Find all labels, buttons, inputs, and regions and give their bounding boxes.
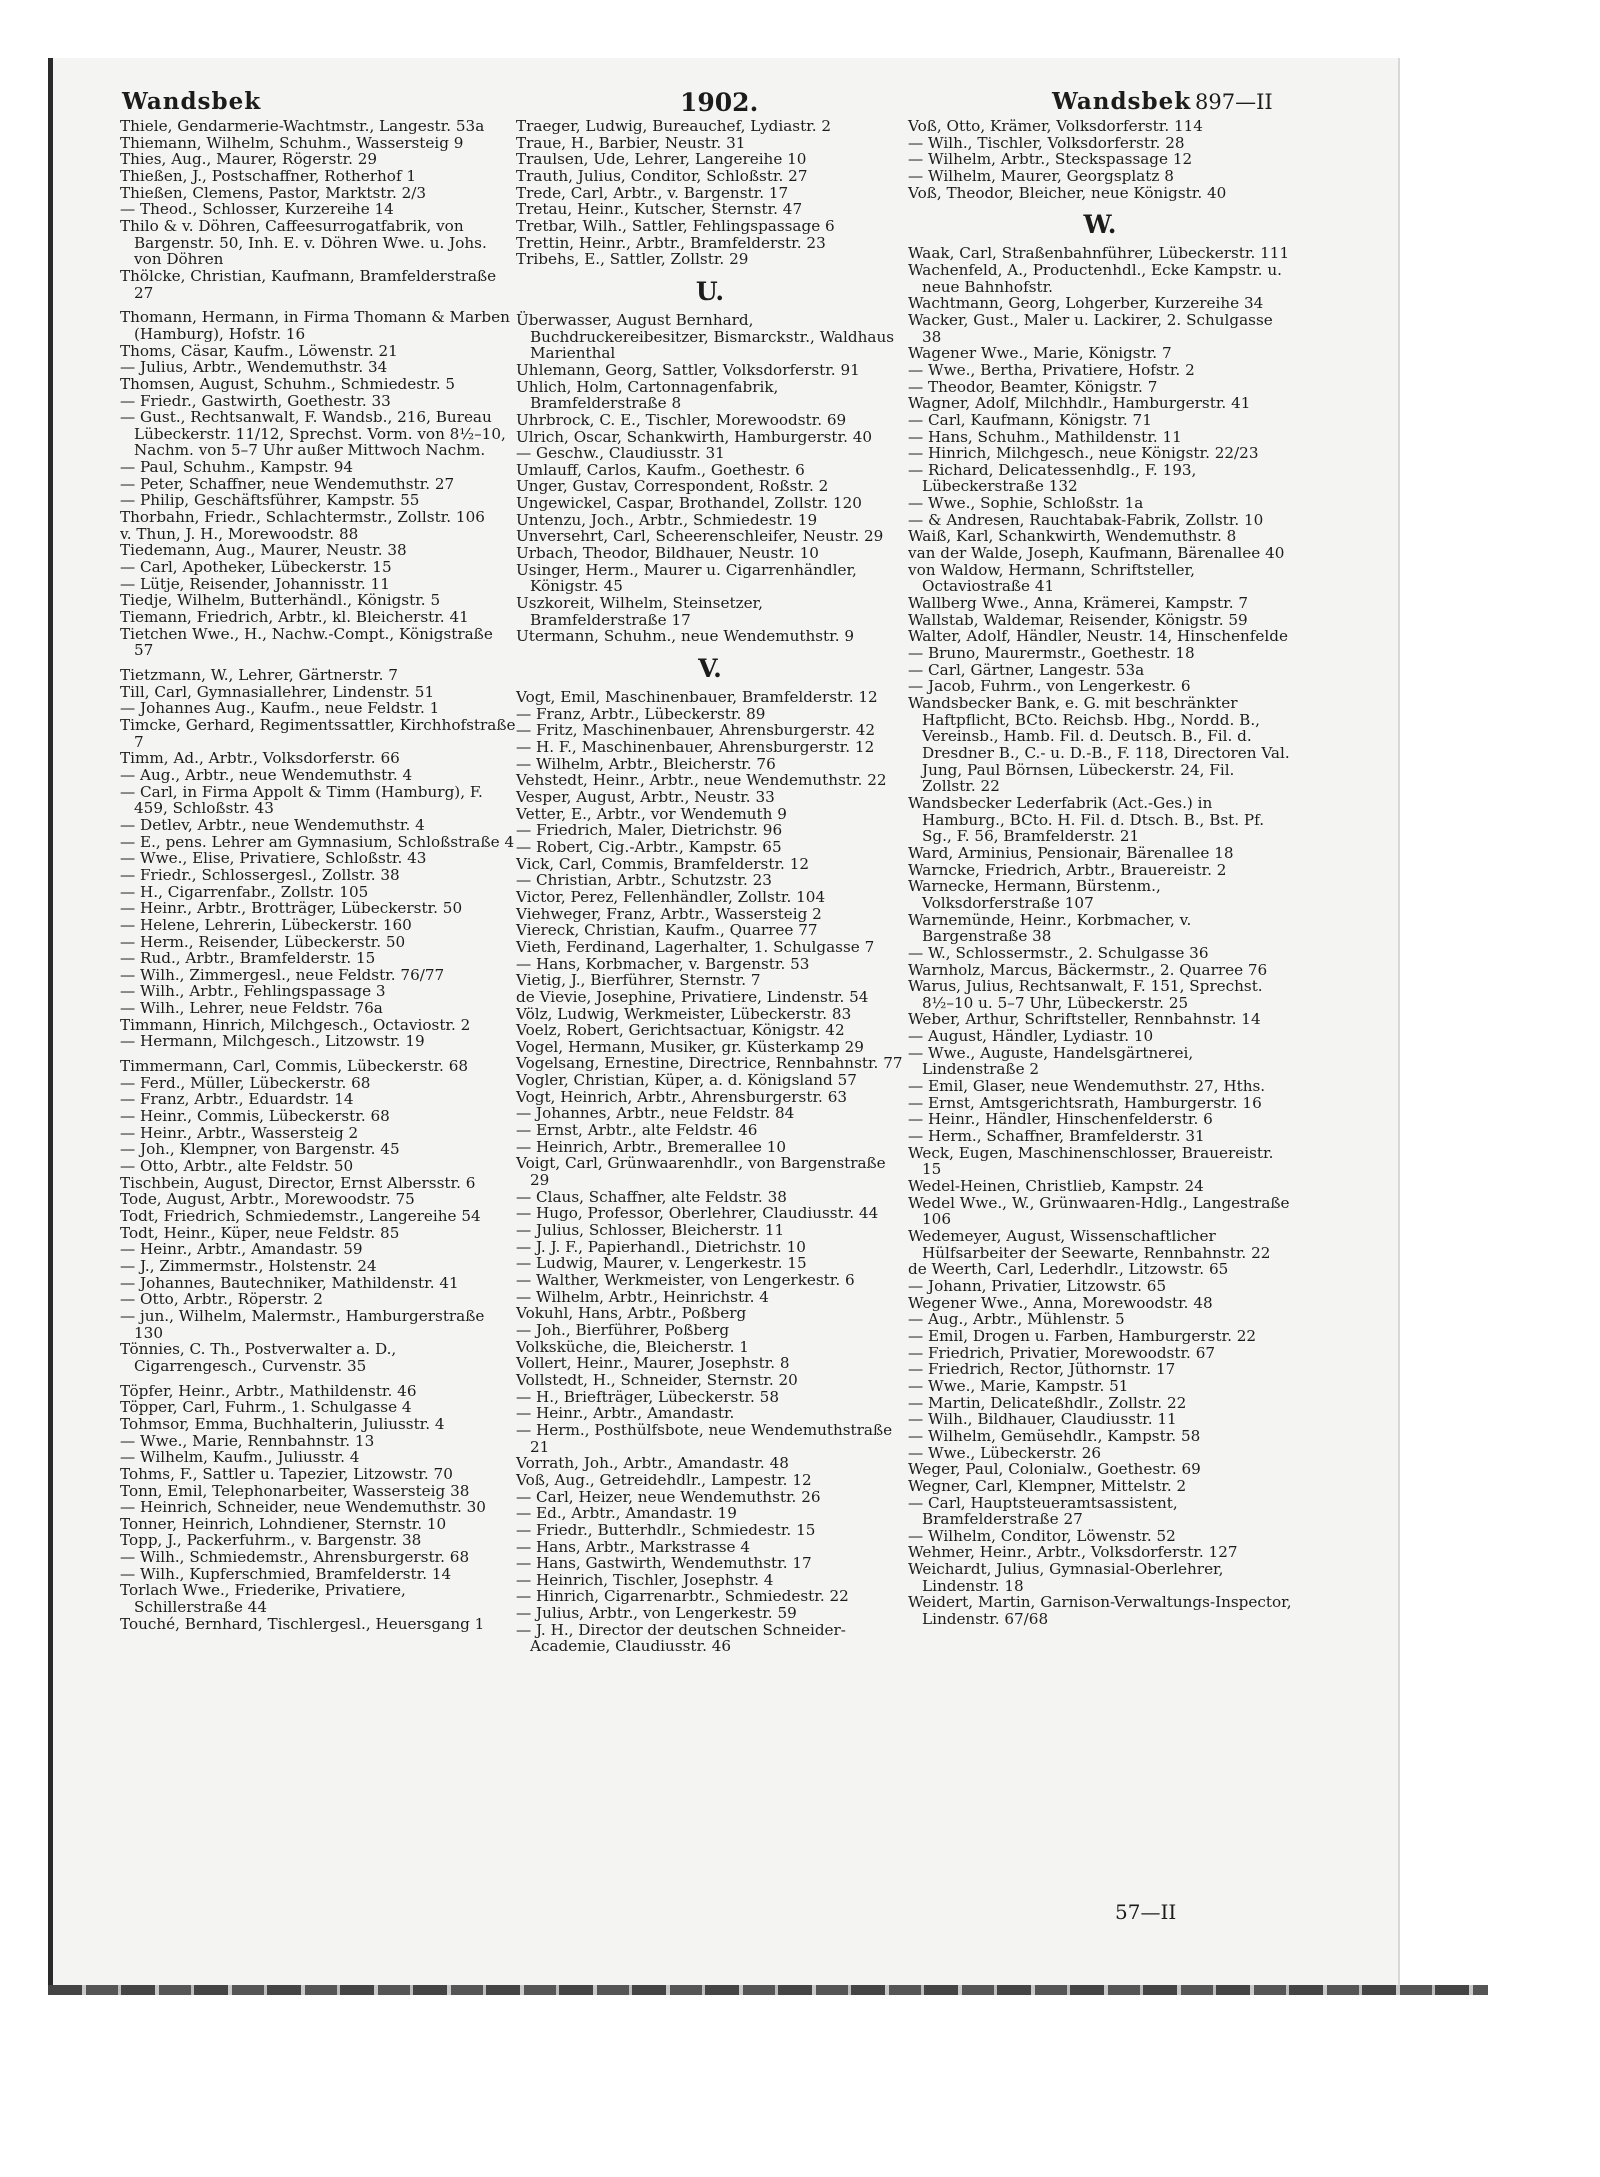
letter-heading: V.	[698, 654, 722, 684]
directory-entry: — Hans, Arbtr., Markstrasse 4	[516, 1537, 751, 1556]
directory-entry: — Philip, Geschäftsführer, Kampstr. 55	[120, 491, 420, 510]
directory-entry: — Wwe., Elise, Privatiere, Schloßstr. 43	[120, 849, 427, 868]
directory-entry: Tiedje, Wilhelm, Butterhändl., Königstr. 5	[120, 591, 441, 610]
directory-entry: — Theod., Schlosser, Kurzereihe 14	[120, 200, 394, 219]
directory-column-1	[120, 118, 516, 1632]
directory-entry: Victor, Perez, Fellenhändler, Zollstr. 104	[516, 887, 826, 906]
directory-entry: — Wilh., Lehrer, neue Feldstr. 76a	[120, 999, 383, 1018]
directory-entry: Wachenfeld, A., Productenhdl., Ecke Kampstr. u. neue Bahnhofstr.	[908, 260, 1282, 296]
directory-entry: — Geschw., Claudiusstr. 31	[516, 444, 725, 463]
directory-entry: — Johannes, Bautechniker, Mathildenstr. 41	[120, 1273, 459, 1292]
directory-entry: — Richard, Delicatessenhdlg., F. 193, Lübeckerstraße 132	[908, 460, 1197, 496]
directory-entry: Töpper, Carl, Fuhrm., 1. Schulgasse 4	[120, 1398, 412, 1417]
directory-entry: Voigt, Carl, Grünwaarenhdlr., von Bargenstraße 29	[516, 1154, 886, 1190]
directory-entry: Unversehrt, Carl, Scheerenschleifer, Neustr. 29	[516, 527, 884, 546]
directory-entry: Voß, Otto, Krämer, Volksdorferstr. 114	[908, 117, 1203, 135]
directory-entry: Wehmer, Heinr., Arbtr., Volksdorferstr. 127	[908, 1543, 1238, 1562]
directory-entry: Weichardt, Julius, Gymnasial-Oberlehrer, Lindenstr. 18	[908, 1560, 1224, 1595]
directory-entry: — Robert, Cig.-Arbtr., Kampstr. 65	[516, 837, 782, 856]
directory-entry: — H., Briefträger, Lübeckerstr. 58	[516, 1387, 780, 1406]
directory-entry: Usinger, Herm., Maurer u. Cigarrenhändler, Königstr. 45	[516, 560, 857, 596]
directory-entry: — Theodor, Beamter, Königstr. 7	[908, 377, 1158, 396]
directory-entry: Torlach Wwe., Friederike, Privatiere, Schillerstraße 44	[120, 1581, 406, 1617]
directory-entry: Wegener Wwe., Anna, Morewoodstr. 48	[908, 1293, 1213, 1312]
directory-entry: — jun., Wilhelm, Malermstr., Hamburgerstraße 130	[120, 1306, 485, 1342]
directory-entry: Tietchen Wwe., H., Nachw.-Compt., Königstraße 57	[120, 624, 493, 660]
directory-entry: Vollstedt, H., Schneider, Sternstr. 20	[516, 1370, 798, 1389]
directory-entry: Vietig, J., Bierführer, Sternstr. 7	[516, 971, 761, 990]
directory-entry: — Rud., Arbtr., Bramfelderstr. 15	[120, 949, 376, 968]
directory-entry: — Friedr., Gastwirth, Goethestr. 33	[120, 391, 391, 410]
directory-entry: — Julius, Schlosser, Bleicherstr. 11	[516, 1221, 785, 1240]
directory-entry: Wallstab, Waldemar, Reisender, Königstr. 59	[908, 610, 1248, 629]
directory-entry: — Heinrich, Tischler, Josephstr. 4	[516, 1570, 774, 1589]
directory-entry: — Wilhelm, Maurer, Georgsplatz 8	[908, 166, 1174, 185]
directory-entry: Viehweger, Franz, Arbtr., Wassersteig 2	[516, 904, 822, 923]
directory-entry: — Ernst, Arbtr., alte Feldstr. 46	[516, 1121, 758, 1140]
directory-entry: Weidert, Martin, Garnison-Verwaltungs-Inspector, Lindenstr. 67/68	[908, 1593, 1292, 1629]
directory-entry: — Hugo, Professor, Oberlehrer, Claudiusstr. 44	[516, 1204, 879, 1223]
directory-entry: — & Andresen, Rauchtabak-Fabrik, Zollstr. 10	[908, 510, 1264, 529]
directory-entry: — H., Cigarrenfabr., Zollstr. 105	[120, 882, 369, 901]
directory-entry: — Bruno, Maurermstr., Goethestr. 18	[908, 644, 1195, 663]
directory-entry: — Carl, Hauptsteueramtsassistent, Bramfelderstraße 27	[908, 1493, 1178, 1529]
directory-entry: Uhlemann, Georg, Sattler, Volksdorferstr. 91	[516, 360, 860, 379]
directory-entry: Trede, Carl, Arbtr., v. Bargenstr. 17	[516, 183, 789, 202]
directory-entry: Thorbahn, Friedr., Schlachtermstr., Zollstr. 106	[120, 508, 485, 527]
directory-entry: Ulrich, Oscar, Schankwirth, Hamburgerstr. 40	[516, 427, 873, 446]
directory-entry: — Heinrich, Schneider, neue Wendemuthstr. 30	[120, 1498, 486, 1517]
directory-entry: — Ernst, Amtsgerichtsrath, Hamburgerstr. 16	[908, 1093, 1262, 1112]
directory-entry: Überwasser, August Bernhard, Buchdruckereibesitzer, Bismarckstr., Waldhaus Marienthal	[516, 310, 895, 363]
directory-entry: Warnholz, Marcus, Bäckermstr., 2. Quarree 76	[908, 960, 1268, 979]
directory-column-2	[516, 118, 904, 1655]
directory-entry: — Helene, Lehrerin, Lübeckerstr. 160	[120, 915, 412, 934]
directory-entry: Vesper, August, Arbtr., Neustr. 33	[516, 787, 775, 806]
letter-heading: W.	[1083, 210, 1117, 240]
directory-entry: — J. J. F., Papierhandl., Dietrichstr. 10	[516, 1237, 806, 1256]
directory-entry: — Julius, Arbtr., Wendemuthstr. 34	[120, 358, 388, 377]
directory-entry: Todt, Friedrich, Schmiedemstr., Langereihe 54	[120, 1207, 481, 1225]
directory-entry: — Wilh., Bildhauer, Claudiusstr. 11	[908, 1410, 1177, 1429]
directory-entry: Volksküche, die, Bleicherstr. 1	[516, 1337, 749, 1356]
directory-entry: Vetter, E., Arbtr., vor Wendemuth 9	[516, 804, 787, 823]
directory-entry: Thiele, Gendarmerie-Wachtmstr., Langestr. 53a	[120, 117, 485, 135]
directory-entry: Wacker, Gust., Maler u. Lackirer, 2. Schulgasse 38	[908, 310, 1273, 346]
directory-entry: — Franz, Arbtr., Eduardstr. 14	[120, 1090, 354, 1109]
directory-entry: Vokuhl, Hans, Arbtr., Poßberg	[516, 1304, 747, 1323]
directory-entry: — Wilhelm, Conditor, Löwenstr. 52	[908, 1526, 1176, 1545]
directory-entry: — Wilh., Schmiedemstr., Ahrensburgerstr. 68	[120, 1548, 470, 1567]
directory-entry: — Wilhelm, Arbtr., Steckspassage 12	[908, 150, 1193, 169]
running-header-right: Wandsbek	[1052, 88, 1192, 115]
directory-entry: — Ludwig, Maurer, v. Lengerkestr. 15	[516, 1254, 807, 1273]
directory-entry: — Heinr., Arbtr., Wassersteig 2	[120, 1123, 359, 1142]
directory-entry: — Joh., Klempner, von Bargenstr. 45	[120, 1140, 400, 1159]
directory-entry: — Carl, Apotheker, Lübeckerstr. 15	[120, 558, 392, 577]
directory-entry: Vehstedt, Heinr., Arbtr., neue Wendemuthstr. 22	[516, 771, 887, 790]
directory-entry: — Christian, Arbtr., Schutzstr. 23	[516, 871, 772, 890]
directory-entry: — Walther, Werkmeister, von Lengerkestr. 6	[516, 1271, 855, 1289]
directory-entry: — Wilhelm, Arbtr., Bleicherstr. 76	[516, 754, 776, 773]
directory-entry: Trettin, Heinr., Arbtr., Bramfelderstr. 23	[516, 233, 826, 252]
directory-entry: — Emil, Glaser, neue Wendemuthstr. 27, Hths.	[908, 1077, 1266, 1096]
directory-entry: — Hinrich, Milchgesch., neue Königstr. 22/23	[908, 444, 1259, 463]
directory-entry: — Wwe., Bertha, Privatiere, Hofstr. 2	[908, 360, 1195, 379]
directory-entry: — August, Händler, Lydiastr. 10	[908, 1027, 1154, 1046]
directory-entry: Waiß, Karl, Schankwirth, Wendemuthstr. 8	[908, 527, 1237, 546]
directory-entry: Thilo & v. Döhren, Caffeesurrogatfabrik, von Bargenstr. 50, Inh. E. v. Döhren Wwe. u. Johs. von Döhren	[120, 216, 487, 269]
directory-entry: — Heinr., Arbtr., Amandastr. 59	[120, 1240, 363, 1259]
directory-entry: Tietzmann, W., Lehrer, Gärtnerstr. 7	[120, 666, 398, 684]
directory-entry: — Wilh., Tischler, Volksdorferstr. 28	[908, 133, 1185, 152]
directory-entry: Thölcke, Christian, Kaufmann, Bramfelderstraße 27	[120, 266, 497, 302]
directory-entry: Warus, Julius, Rechtsanwalt, F. 151, Sprechst. 8½–10 u. 5–7 Uhr, Lübeckerstr. 25	[908, 977, 1263, 1012]
directory-entry: Topp, J., Packerfuhrm., v. Bargenstr. 38	[120, 1531, 422, 1550]
directory-entry: — E., pens. Lehrer am Gymnasium, Schloßstraße 4	[120, 832, 515, 851]
directory-entry: — Ferd., Müller, Lübeckerstr. 68	[120, 1073, 371, 1092]
directory-entry: — Detlev, Arbtr., neue Wendemuthstr. 4	[120, 815, 425, 834]
directory-entry: — Aug., Arbtr., Mühlenstr. 5	[908, 1310, 1125, 1329]
directory-entry: — Herm., Reisender, Lübeckerstr. 50	[120, 932, 406, 951]
directory-entry: Wallberg Wwe., Anna, Krämerei, Kampstr. 7	[908, 594, 1249, 613]
directory-entry: — Ed., Arbtr., Amandastr. 19	[516, 1504, 737, 1523]
directory-entry: Thomsen, August, Schuhm., Schmiedestr. 5	[120, 374, 456, 393]
directory-entry: — Friedrich, Rector, Jüthornstr. 17	[908, 1360, 1176, 1379]
directory-entry: Todt, Heinr., Küper, neue Feldstr. 85	[120, 1223, 400, 1242]
directory-entry: Wandsbecker Bank, e. G. mit beschränkter Haftpflicht, BCto. Reichsb. Hbg., Nordd. B., Vereinsb., Hamb. Fil. d. Deutsch. B., Fil. d. Dresdner B., C.- u. D.-B., F. 118, Directoren Val. Jung, Paul Börnsen, Lübeckerstr. 24, Fil. Zollstr. 22	[908, 694, 1290, 796]
directory-entry: Vieth, Ferdinand, Lagerhalter, 1. Schulgasse 7	[516, 937, 875, 956]
directory-entry: Tretbar, Wilh., Sattler, Fehlingspassage 6	[516, 216, 835, 235]
directory-entry: — Herm., Schaffner, Bramfelderstr. 31	[908, 1127, 1205, 1146]
directory-entry: — Wilh., Kupferschmied, Bramfelderstr. 14	[120, 1564, 452, 1583]
directory-entry: von Waldow, Hermann, Schriftsteller, Octaviostraße 41	[908, 560, 1195, 596]
directory-entry: Utermann, Schuhm., neue Wendemuthstr. 9	[516, 627, 855, 646]
directory-entry: Vogt, Heinrich, Arbtr., Ahrensburgerstr. 63	[516, 1087, 848, 1106]
directory-entry: — W., Schlossermstr., 2. Schulgasse 36	[908, 943, 1209, 962]
directory-entry: Thomann, Hermann, in Firma Thomann & Marben (Hamburg), Hofstr. 16	[120, 308, 510, 343]
directory-entry: Timmermann, Carl, Commis, Lübeckerstr. 68	[120, 1057, 469, 1076]
directory-entry: — Aug., Arbtr., neue Wendemuthstr. 4	[120, 765, 413, 784]
directory-entry: de Vievie, Josephine, Privatiere, Lindenstr. 54	[516, 987, 869, 1006]
directory-entry: — Hans, Korbmacher, v. Bargenstr. 53	[516, 954, 810, 973]
directory-entry: Untenzu, Joch., Arbtr., Schmiedestr. 19	[516, 510, 818, 529]
directory-entry: Wachtmann, Georg, Lohgerber, Kurzereihe 34	[908, 294, 1264, 313]
directory-entry: Vogelsang, Ernestine, Directrice, Rennbahnstr. 77	[516, 1054, 903, 1073]
directory-entry: Tonn, Emil, Telephonarbeiter, Wassersteig 38	[120, 1481, 470, 1500]
page-footer-signature: 57—II	[1115, 1900, 1177, 1924]
directory-entry: Tretau, Heinr., Kutscher, Sternstr. 47	[516, 200, 803, 219]
directory-entry: Wedel Wwe., W., Grünwaaren-Hdlg., Langestraße 106	[908, 1193, 1290, 1229]
directory-entry: Unger, Gustav, Correspondent, Roßstr. 2	[516, 477, 829, 496]
directory-entry: — Wilh., Arbtr., Fehlingspassage 3	[120, 982, 386, 1001]
directory-entry: — Gust., Rechtsanwalt, F. Wandsb., 216, Bureau Lübeckerstr. 11/12, Sprechst. Vorm. von 8½–10, Nachm. von 5–7 Uhr außer Mittwoch Nachm.	[120, 408, 506, 460]
running-header-year: 1902.	[680, 88, 759, 117]
directory-entry: Vick, Carl, Commis, Bramfelderstr. 12	[516, 854, 810, 873]
directory-entry: Timmann, Hinrich, Milchgesch., Octaviostr. 2	[120, 1015, 471, 1034]
directory-entry: — Wwe., Marie, Rennbahnstr. 13	[120, 1431, 375, 1450]
running-header-left: Wandsbek	[122, 88, 262, 115]
directory-entry: Warncke, Friedrich, Arbtr., Brauereistr. 2	[908, 860, 1227, 879]
directory-entry: — Heinr., Händler, Hinschenfelderstr. 6	[908, 1110, 1213, 1129]
directory-entry: — H. F., Maschinenbauer, Ahrensburgerstr. 12	[516, 738, 875, 756]
directory-entry: Weck, Eugen, Maschinenschlosser, Brauereistr. 15	[908, 1143, 1274, 1179]
directory-entry: Ungewickel, Caspar, Brothandel, Zollstr. 120	[516, 494, 862, 513]
page-number: 897—II	[1195, 90, 1273, 114]
directory-entry: — Emil, Drogen u. Farben, Hamburgerstr. 22	[908, 1326, 1257, 1345]
directory-entry: — Friedr., Schlossergesl., Zollstr. 38	[120, 865, 400, 884]
directory-entry: Wegner, Carl, Klempner, Mittelstr. 2	[908, 1476, 1187, 1495]
directory-entry: — Jacob, Fuhrm., von Lengerkestr. 6	[908, 677, 1191, 696]
directory-entry: v. Thun, J. H., Morewoodstr. 88	[120, 524, 359, 543]
directory-entry: Voß, Aug., Getreidehdlr., Lampestr. 12	[516, 1470, 812, 1489]
directory-entry: Töpfer, Heinr., Arbtr., Mathildenstr. 46	[120, 1381, 417, 1400]
directory-entry: Traeger, Ludwig, Bureauchef, Lydiastr. 2	[516, 117, 832, 135]
directory-entry: Voelz, Robert, Gerichtsactuar, Königstr. 42	[516, 1021, 845, 1040]
directory-entry: Tönnies, C. Th., Postverwalter a. D., Cigarrengesch., Curvenstr. 35	[120, 1340, 397, 1375]
directory-entry: Völz, Ludwig, Werkmeister, Lübeckerstr. 83	[516, 1004, 852, 1023]
directory-entry: Thießen, J., Postschaffner, Rotherhof 1	[120, 166, 417, 185]
directory-entry: — J., Zimmermstr., Holstenstr. 24	[120, 1256, 377, 1275]
directory-entry: Vogler, Christian, Küper, a. d. Königsland 57	[516, 1071, 857, 1090]
directory-entry: — Heinr., Arbtr., Brotträger, Lübeckerstr. 50	[120, 899, 463, 918]
directory-entry: — Peter, Schaffner, neue Wendemuthstr. 27	[120, 474, 455, 493]
directory-entry: Urbach, Theodor, Bildhauer, Neustr. 10	[516, 544, 819, 563]
directory-entry: — Wwe., Lübeckerstr. 26	[908, 1443, 1102, 1462]
directory-entry: — Carl, in Firma Appolt & Timm (Hamburg), F. 459, Schloßstr. 43	[120, 782, 483, 818]
directory-entry: Tiedemann, Aug., Maurer, Neustr. 38	[120, 541, 407, 560]
directory-entry: — Carl, Heizer, neue Wendemuthstr. 26	[516, 1487, 821, 1506]
directory-entry: Tribehs, E., Sattler, Zollstr. 29	[516, 250, 749, 269]
directory-entry: Till, Carl, Gymnasiallehrer, Lindenstr. 51	[120, 682, 435, 701]
directory-entry: — Herm., Posthülfsbote, neue Wendemuthstraße 21	[516, 1420, 893, 1456]
directory-entry: — Heinr., Commis, Lübeckerstr. 68	[120, 1107, 390, 1126]
directory-entry: Tonner, Heinrich, Lohndiener, Sternstr. 10	[120, 1514, 447, 1533]
directory-entry: — Fritz, Maschinenbauer, Ahrensburgerstr. 42	[516, 721, 876, 740]
directory-entry: Tiemann, Friedrich, Arbtr., kl. Bleicherstr. 41	[120, 608, 469, 627]
directory-entry: — Carl, Kaufmann, Königstr. 71	[908, 410, 1152, 429]
directory-entry: — Claus, Schaffner, alte Feldstr. 38	[516, 1187, 787, 1206]
directory-entry: Waak, Carl, Straßenbahnführer, Lübeckerstr. 111	[908, 244, 1290, 263]
directory-entry: — Heinrich, Arbtr., Bremerallee 10	[516, 1137, 787, 1156]
directory-entry: — J. H., Director der deutschen Schneider-Academie, Claudiusstr. 46	[516, 1620, 846, 1656]
directory-entry: Viereck, Christian, Kaufm., Quarree 77	[516, 921, 818, 940]
directory-entry: — Wilhelm, Gemüsehdlr., Kampstr. 58	[908, 1426, 1201, 1445]
directory-entry: Tohms, F., Sattler u. Tapezier, Litzowstr. 70	[120, 1464, 453, 1483]
directory-entry: — Hinrich, Cigarrenarbtr., Schmiedestr. 22	[516, 1587, 849, 1606]
directory-entry: — Johannes, Arbtr., neue Feldstr. 84	[516, 1104, 795, 1123]
directory-entry: — Lütje, Reisender, Johannisstr. 11	[120, 574, 390, 593]
directory-entry: Umlauff, Carlos, Kaufm., Goethestr. 6	[516, 460, 805, 479]
directory-entry: Thies, Aug., Maurer, Rögerstr. 29	[120, 150, 378, 169]
directory-entry: — Julius, Arbtr., von Lengerkestr. 59	[516, 1604, 797, 1623]
directory-entry: — Friedrich, Maler, Dietrichstr. 96	[516, 821, 783, 840]
directory-entry: Touché, Bernhard, Tischlergesl., Heuersgang 1	[120, 1614, 485, 1633]
directory-entry: Vorrath, Joh., Arbtr., Amandastr. 48	[516, 1454, 789, 1473]
directory-entry: Wagner, Adolf, Milchhdlr., Hamburgerstr. 41	[908, 394, 1251, 413]
directory-entry: — Paul, Schuhm., Kampstr. 94	[120, 458, 354, 477]
directory-entry: Timm, Ad., Arbtr., Volksdorferstr. 66	[120, 749, 400, 768]
directory-entry: Thoms, Cäsar, Kaufm., Löwenstr. 21	[120, 341, 398, 360]
directory-entry: Wedemeyer, August, Wissenschaftlicher Hülfsarbeiter der Seewarte, Rennbahnstr. 22	[908, 1227, 1271, 1262]
directory-entry: — Johann, Privatier, Litzowstr. 65	[908, 1276, 1167, 1295]
directory-entry: Weger, Paul, Colonialw., Goethestr. 69	[908, 1460, 1201, 1479]
scan-border-strip	[48, 1985, 1488, 1995]
directory-entry: — Wwe., Auguste, Handelsgärtnerei, Lindenstraße 2	[908, 1043, 1194, 1079]
directory-entry: — Wwe., Sophie, Schloßstr. 1a	[908, 494, 1144, 513]
directory-entry: — Friedr., Butterhdlr., Schmiedestr. 15	[516, 1520, 816, 1539]
directory-entry: — Martin, Delicateßhdlr., Zollstr. 22	[908, 1393, 1187, 1412]
directory-entry: — Heinr., Arbtr., Amandastr.	[516, 1404, 735, 1423]
directory-entry: Traue, H., Barbier, Neustr. 31	[516, 133, 746, 152]
directory-entry: Weber, Arthur, Schriftsteller, Rennbahnstr. 14	[908, 1010, 1261, 1029]
directory-entry: Vollert, Heinr., Maurer, Josephstr. 8	[516, 1354, 790, 1373]
directory-column-3	[908, 118, 1292, 1628]
directory-entry: Vogel, Hermann, Musiker, gr. Küsterkamp 29	[516, 1037, 864, 1056]
directory-entry: — Wilhelm, Arbtr., Heinrichstr. 4	[516, 1287, 769, 1306]
directory-entry: Ward, Arminius, Pensionair, Bärenallee 18	[908, 843, 1234, 862]
directory-entry: van der Walde, Joseph, Kaufmann, Bärenallee 40	[908, 544, 1285, 563]
directory-entry: — Hans, Schuhm., Mathildenstr. 11	[908, 427, 1182, 446]
directory-entry: Walter, Adolf, Händler, Neustr. 14, Hinschenfelde	[908, 627, 1288, 646]
directory-entry: — Otto, Arbtr., Röperstr. 2	[120, 1290, 323, 1309]
directory-entry: Tohmsor, Emma, Buchhalterin, Juliusstr. 4	[120, 1414, 445, 1433]
directory-entry: Wagener Wwe., Marie, Königstr. 7	[908, 344, 1172, 363]
directory-entry: Tode, August, Arbtr., Morewoodstr. 75	[120, 1190, 415, 1209]
directory-entry: — Friedrich, Privatier, Morewoodstr. 67	[908, 1343, 1216, 1362]
letter-heading: U.	[695, 276, 725, 306]
directory-entry: Uszkoreit, Wilhelm, Steinsetzer, Bramfelderstraße 17	[516, 594, 763, 629]
page-edge	[1398, 58, 1400, 1988]
directory-entry: Warnemünde, Heinr., Korbmacher, v. Bargenstraße 38	[908, 910, 1192, 946]
directory-entry: — Joh., Bierführer, Poßberg	[516, 1320, 730, 1339]
binding-edge	[48, 58, 53, 1993]
directory-entry: Timcke, Gerhard, Regimentssattler, Kirchhofstraße 7	[120, 715, 516, 751]
directory-entry: Thiemann, Wilhelm, Schuhm., Wassersteig 9	[120, 133, 464, 152]
directory-entry: Tischbein, August, Director, Ernst Albersstr. 6	[120, 1173, 476, 1192]
directory-entry: — Johannes Aug., Kaufm., neue Feldstr. 1	[120, 699, 440, 718]
directory-entry: — Wwe., Marie, Kampstr. 51	[908, 1376, 1129, 1395]
directory-entry: Uhlich, Holm, Cartonnagenfabrik, Bramfelderstraße 8	[516, 377, 779, 413]
directory-entry: Wandsbecker Lederfabrik (Act.-Ges.) in Hamburg., BCto. H. Fil. d. Dtsch. B., Bst. Pf. Sg., F. 56, Bramfelderstr. 21	[908, 793, 1265, 846]
directory-entry: — Franz, Arbtr., Lübeckerstr. 89	[516, 704, 766, 723]
directory-entry: Warnecke, Hermann, Bürstenm., Volksdorferstraße 107	[908, 877, 1161, 912]
directory-entry: Trauth, Julius, Conditor, Schloßstr. 27	[516, 166, 808, 185]
directory-entry: Traulsen, Ude, Lehrer, Langereihe 10	[516, 150, 807, 169]
directory-entry: — Hans, Gastwirth, Wendemuthstr. 17	[516, 1554, 812, 1573]
directory-entry: — Hermann, Milchgesch., Litzowstr. 19	[120, 1032, 425, 1051]
directory-entry: Thießen, Clemens, Pastor, Marktstr. 2/3	[120, 183, 427, 202]
directory-entry: — Carl, Gärtner, Langestr. 53a	[908, 660, 1145, 679]
directory-entry: Vogt, Emil, Maschinenbauer, Bramfelderstr. 12	[516, 688, 878, 707]
directory-entry: Uhrbrock, C. E., Tischler, Morewoodstr. 69	[516, 410, 847, 429]
directory-entry: — Wilhelm, Kaufm., Juliusstr. 4	[120, 1448, 360, 1467]
directory-entry: — Otto, Arbtr., alte Feldstr. 50	[120, 1157, 354, 1176]
directory-entry: — Wilh., Zimmergesl., neue Feldstr. 76/77	[120, 965, 445, 984]
directory-entry: Wedel-Heinen, Christlieb, Kampstr. 24	[908, 1177, 1204, 1196]
directory-entry: de Weerth, Carl, Lederhdlr., Litzowstr. 65	[908, 1260, 1229, 1279]
directory-entry: Voß, Theodor, Bleicher, neue Königstr. 40	[908, 183, 1227, 202]
